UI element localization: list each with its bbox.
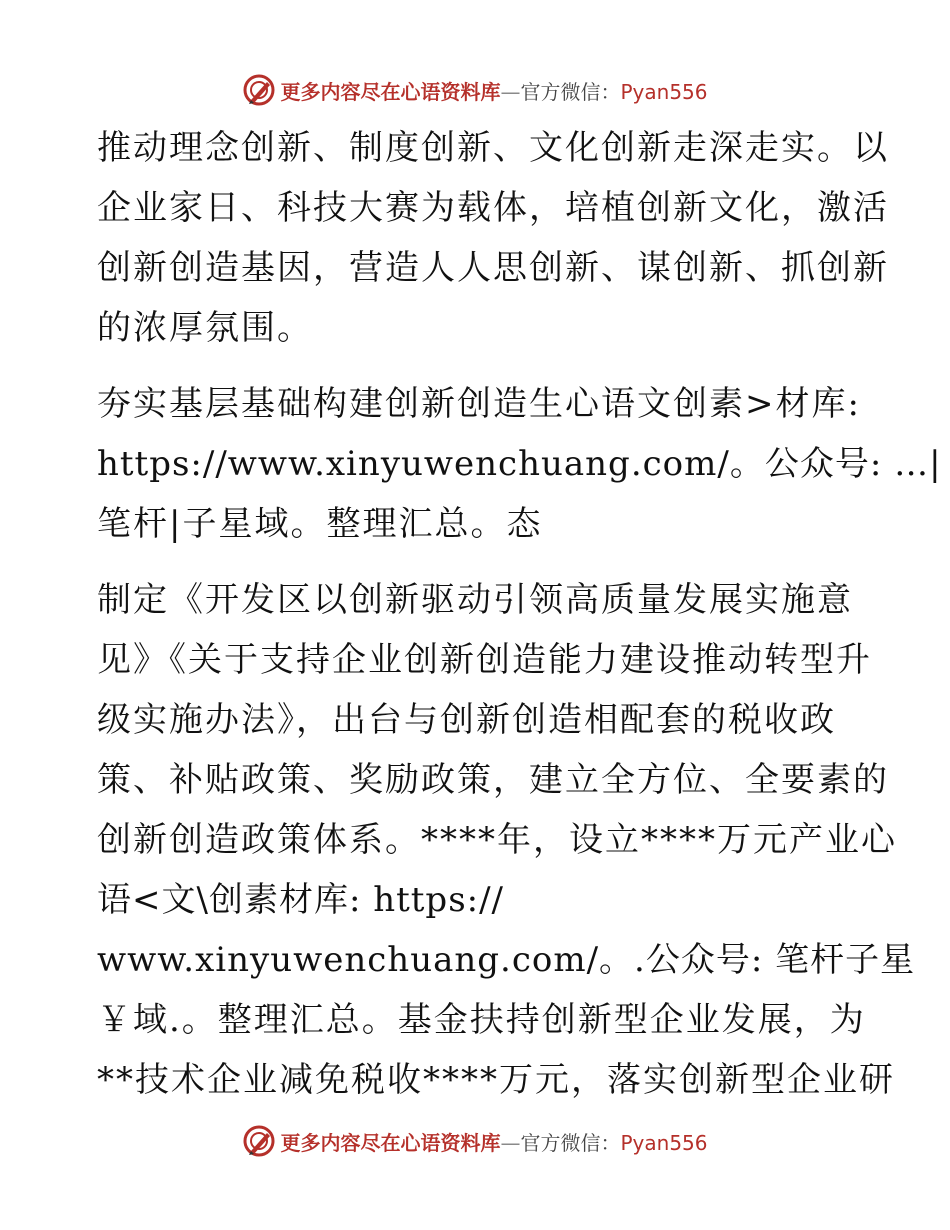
text-line: ￥域.。整理汇总。基金扶持创新型企业发展，为 <box>97 1000 866 1040</box>
banner-wechat-id: Pyan556 <box>620 1130 708 1155</box>
banner-separator: — <box>500 79 521 104</box>
text-line: 级实施办法》，出台与创新创造相配套的税收政 <box>97 700 836 740</box>
banner-official-label: 官方微信： <box>520 1130 621 1155</box>
paragraph-3 <box>97 570 916 1110</box>
text-line: 企业家日、科技大赛为载体，培植创新文化，激活 <box>97 188 889 228</box>
paragraph-1 <box>97 118 889 358</box>
paragraph-2 <box>97 374 942 554</box>
header-banner <box>0 72 950 108</box>
banner-wechat-id: Pyan556 <box>620 79 708 104</box>
banner-main-text: 更多内容尽在心语资料库 <box>280 79 501 104</box>
banner-official-label: 官方微信： <box>520 79 621 104</box>
footer-banner <box>0 1123 950 1159</box>
text-line: 的浓厚氛围。 <box>97 308 313 348</box>
text-line: **技术企业减免税收****万元，落实创新型企业研 <box>97 1060 895 1100</box>
document-body <box>97 118 942 1126</box>
text-line: www.xinyuwenchuang.com/。.公众号: 笔杆子星 <box>97 940 916 980</box>
text-line: 策、补贴政策、奖励政策，建立全方位、全要素的 <box>97 760 889 800</box>
pen-logo-icon <box>242 1124 276 1158</box>
banner-main-text: 更多内容尽在心语资料库 <box>280 1130 501 1155</box>
text-line: 夯实基层基础构建创新创造生心语文创素>材库: <box>97 384 861 424</box>
text-line: https://www.xinyuwenchuang.com/。公众号: …| <box>97 444 942 484</box>
text-line: 推动理念创新、制度创新、文化创新走深走实。以 <box>97 128 889 168</box>
text-line: 创新创造政策体系。****年，设立****万元产业心 <box>97 820 897 860</box>
pen-logo-icon <box>242 73 276 107</box>
text-line: 语<文\创素材库: https:// <box>97 880 505 920</box>
text-line: 制定《开发区以创新驱动引领高质量发展实施意 <box>97 580 853 620</box>
text-line: 创新创造基因，营造人人思创新、谋创新、抓创新 <box>97 248 889 288</box>
banner-text <box>280 76 707 105</box>
banner-text <box>280 1127 707 1156</box>
banner-separator: — <box>500 1130 521 1155</box>
text-line: 见》《关于支持企业创新创造能力建设推动转型升 <box>97 640 872 680</box>
text-line: 笔杆|子星域。整理汇总。态 <box>97 504 543 544</box>
